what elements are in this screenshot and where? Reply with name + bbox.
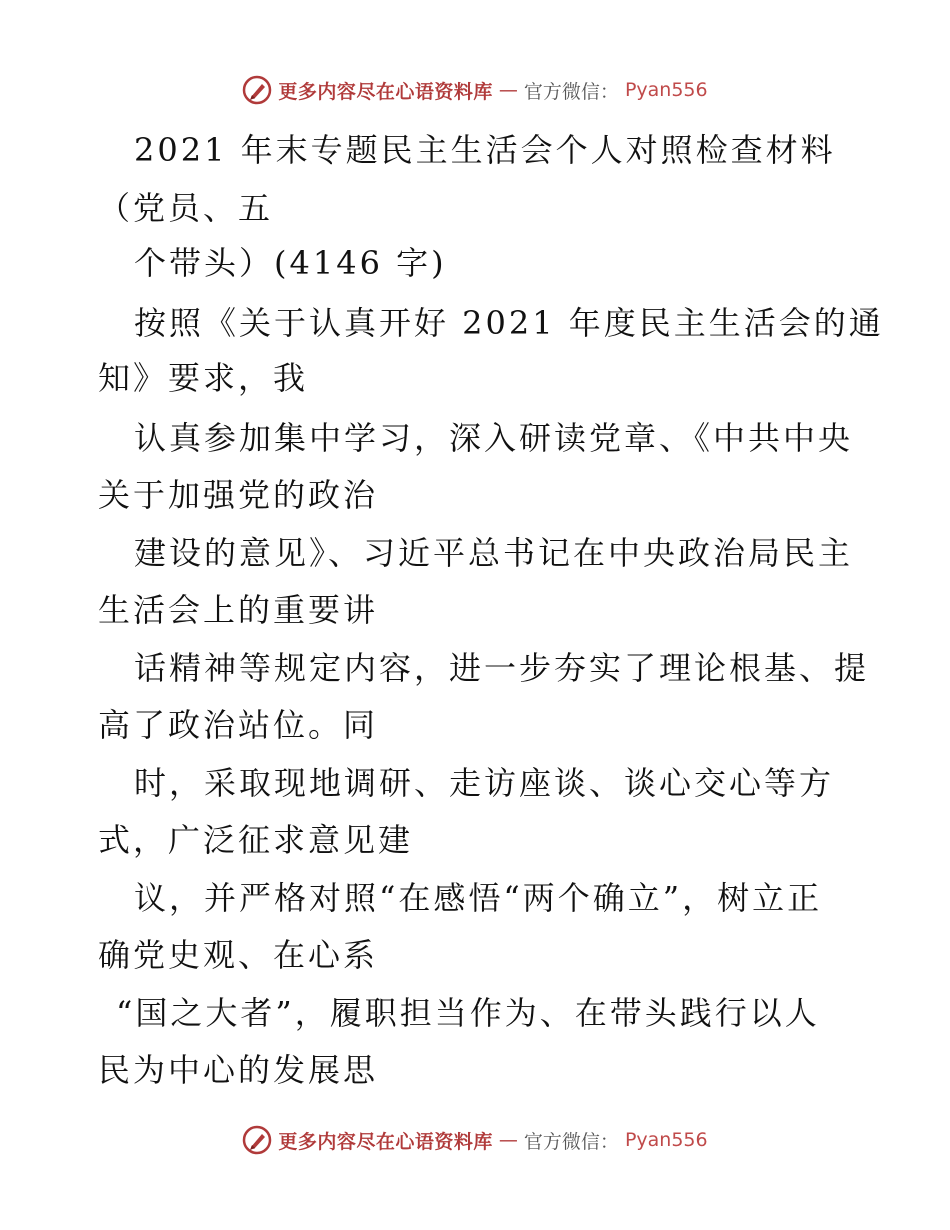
watermark-wechat-id: Pyan556 xyxy=(624,1129,708,1151)
pen-circle-logo-icon xyxy=(242,75,272,105)
watermark-dash: — xyxy=(498,1129,518,1151)
paragraph-line: 话精神等规定内容，进一步夯实了理论根基、提 xyxy=(134,649,870,687)
watermark-dash: — xyxy=(498,79,518,101)
paragraph-line: 按照《关于认真开好 2021 年度民主生活会的通 xyxy=(134,304,884,342)
header-watermark xyxy=(0,70,950,110)
paragraph-line: 建设的意见》、习近平总书记在中央政治局民主 xyxy=(134,534,854,572)
document-title-line-3: 个带头）(4146 字) xyxy=(134,244,447,282)
paragraph-line: 式，广泛征求意见建 xyxy=(98,821,414,859)
watermark-official-label: 官方微信： xyxy=(523,1130,619,1153)
paragraph-line: 关于加强党的政治 xyxy=(98,476,379,514)
pen-circle-logo-icon xyxy=(242,1125,272,1155)
paragraph-line: 时，采取现地调研、走访座谈、谈心交心等方 xyxy=(134,764,835,802)
footer-watermark xyxy=(0,1120,950,1160)
paragraph-line: 知》要求，我 xyxy=(98,359,309,397)
watermark-slogan: 更多内容尽在心语资料库 xyxy=(278,80,493,103)
document-title-line-1: 2021 年末专题民主生活会个人对照检查材料 xyxy=(134,131,836,169)
paragraph-line: 议，并严格对照“在感悟“两个确立”，树立正 xyxy=(134,879,823,917)
paragraph-line: 认真参加集中学习，深入研读党章、《中共中央 xyxy=(134,419,854,457)
document-title-line-2: （党员、五 xyxy=(98,189,274,227)
paragraph-line: “国之大者”，履职担当作为、在带头践行以人 xyxy=(116,994,820,1032)
paragraph-line: 高了政治站位。同 xyxy=(98,706,379,744)
watermark-slogan: 更多内容尽在心语资料库 xyxy=(278,1130,493,1153)
watermark-official-label: 官方微信： xyxy=(523,80,619,103)
paragraph-line: 生活会上的重要讲 xyxy=(98,591,379,629)
paragraph-line: 确党史观、在心系 xyxy=(98,936,379,974)
paragraph-line: 民为中心的发展思 xyxy=(98,1051,379,1089)
watermark-wechat-id: Pyan556 xyxy=(624,79,708,101)
